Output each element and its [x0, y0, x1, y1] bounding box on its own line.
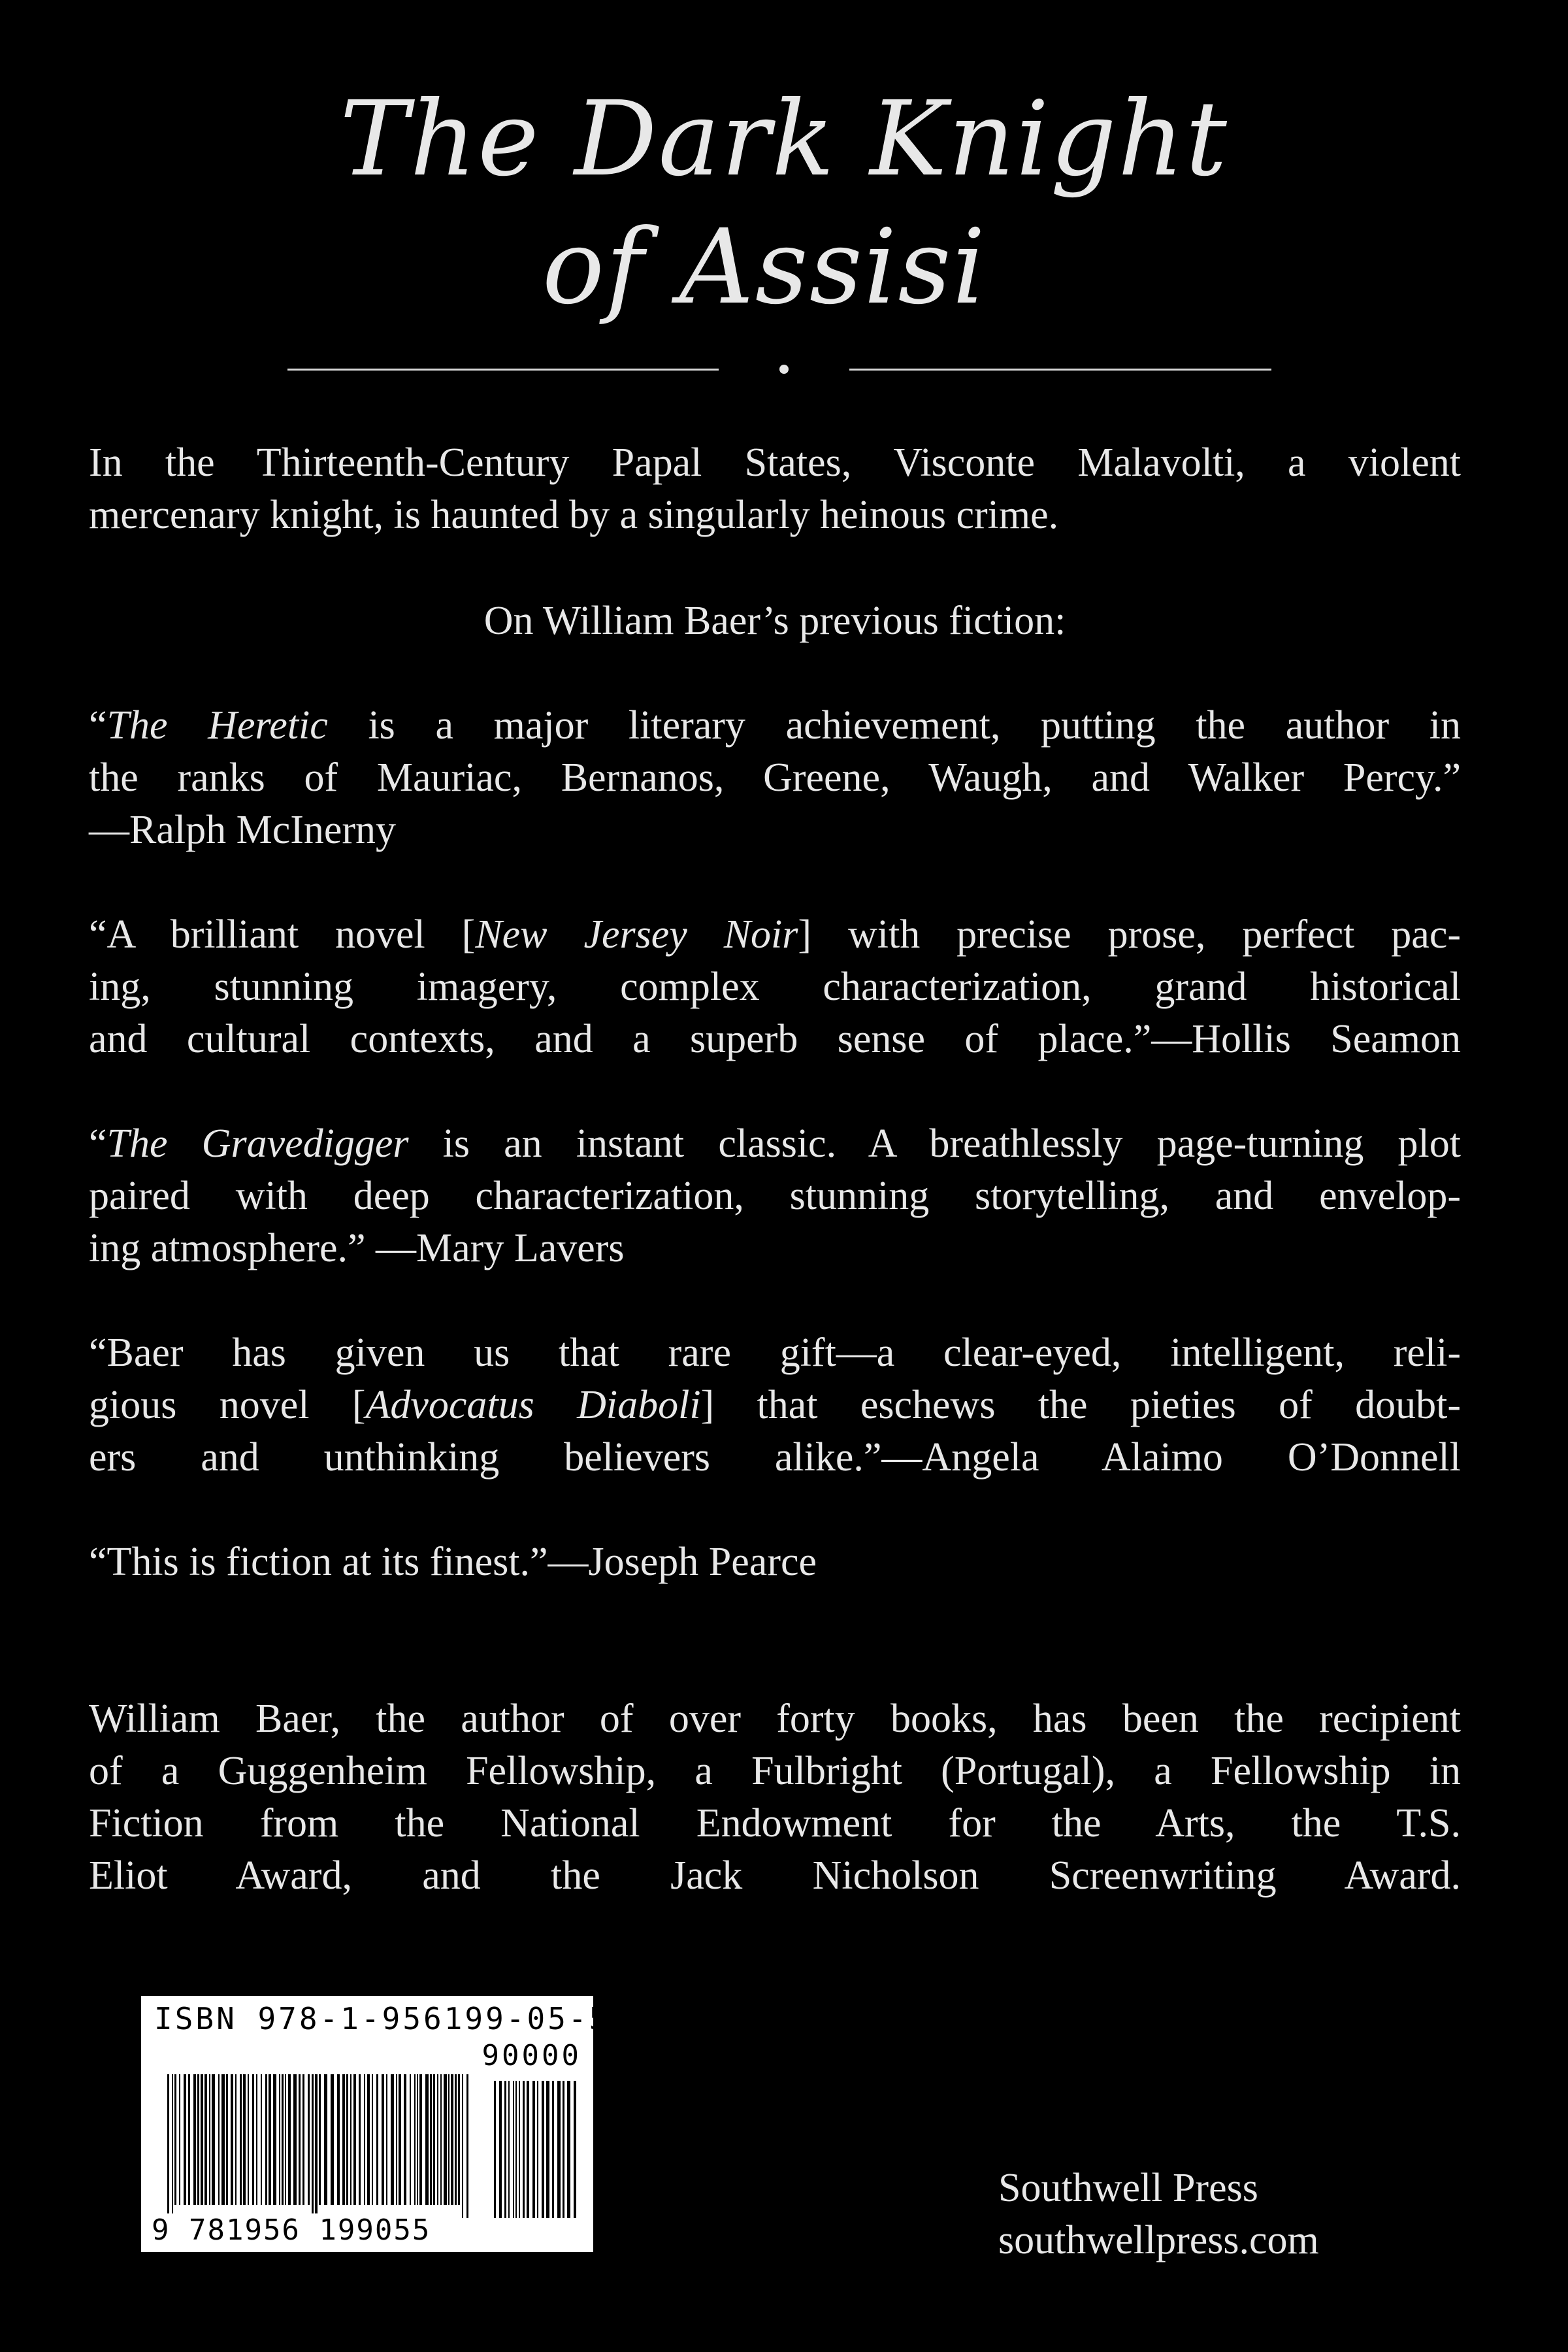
barcode-bar [269, 2074, 271, 2205]
barcode-bar [261, 2074, 262, 2205]
barcode-addon-bar [552, 2081, 554, 2218]
barcode-bar [319, 2074, 321, 2205]
barcode-bar [209, 2074, 210, 2205]
barcode-bar [188, 2074, 190, 2205]
barcode-bar [399, 2074, 401, 2205]
barcode-bar [376, 2074, 378, 2205]
review-quote-4 [89, 1327, 1461, 1483]
barcode-addon-bar [499, 2081, 502, 2218]
bio-line: of a Guggenheim Fellowship, a Fulbright (Portugal), a Fellowship in [89, 1749, 1461, 1793]
previous-fiction-heading-text: On William Baer’s previous fiction: [483, 599, 1066, 643]
barcode-bar [430, 2074, 432, 2205]
barcode-bar [248, 2074, 249, 2205]
review-quote-1 [89, 699, 1461, 856]
book-title-italic: The Heretic [106, 703, 328, 748]
quote-line: the ranks of Mauriac, Bernanos, Greene, Waugh, and Walker Percy.” [89, 755, 1461, 800]
barcode-addon-bar [504, 2081, 506, 2218]
review-quote-3 [89, 1118, 1461, 1274]
barcode-bar [265, 2074, 267, 2205]
bio-line: Fiction from the National Endowment for the Arts, the T.S. [89, 1801, 1461, 1846]
barcode-bar [386, 2074, 387, 2205]
barcode-bar [353, 2074, 356, 2205]
author-bio [89, 1693, 1461, 1902]
barcode-bar [299, 2074, 301, 2205]
barcode-bar [288, 2074, 291, 2205]
barcode-bar [285, 2074, 286, 2205]
barcode-digits [150, 2213, 432, 2247]
barcode-bar [312, 2074, 314, 2218]
barcode-bar [293, 2074, 297, 2205]
review-quote-5 [89, 1536, 1461, 1588]
barcode-bar [256, 2074, 257, 2205]
barcode-bar [331, 2074, 334, 2205]
book-title-line-2: of Assisi [542, 207, 987, 327]
barcode-bar [414, 2074, 416, 2205]
barcode-bar [404, 2074, 406, 2205]
review-quote-2 [89, 908, 1461, 1065]
barcode-bar [346, 2074, 348, 2205]
publisher-info [998, 2162, 1319, 2266]
quote-text: gious novel [ [89, 1383, 366, 1427]
book-title-italic: Advocatus Diaboli [365, 1383, 701, 1427]
barcode-bar [433, 2074, 435, 2205]
quote-attribution: —Ralph McInerny [89, 808, 397, 852]
barcode-bar [440, 2074, 442, 2205]
barcode-bar [410, 2074, 411, 2205]
isbn-text: ISBN 978-1-956199-05-5 [154, 2001, 610, 2036]
publisher-website: southwellpress.com [998, 2218, 1319, 2262]
synopsis-line: mercenary knight, is haunted by a singularly heinous crime. [89, 493, 1059, 537]
barcode-bar [466, 2074, 468, 2218]
book-title-italic: New Jersey Noir [475, 912, 798, 957]
quote-line: “This is fiction at its finest.”—Joseph Pearce [89, 1540, 817, 1584]
barcode-addon-bar [563, 2081, 564, 2218]
quote-line: paired with deep characterization, stunning storytelling, and envelop- [89, 1174, 1461, 1218]
barcode-addon-bar [574, 2081, 576, 2218]
barcode-bar [221, 2074, 225, 2205]
barcode-bar [425, 2074, 429, 2205]
barcode-addon-bar [519, 2081, 520, 2218]
barcode-bar [382, 2074, 384, 2205]
barcode-bar [337, 2074, 340, 2205]
quote-text: “ [89, 1121, 107, 1166]
divider-rule-left [287, 369, 719, 371]
quote-text: “ [89, 703, 107, 748]
book-title-line-1: The Dark Knight [340, 79, 1228, 199]
barcode-bars [167, 2074, 585, 2218]
publisher-name: Southwell Press [998, 2166, 1258, 2210]
barcode-addon-bar [508, 2081, 510, 2218]
barcode-bar [273, 2074, 276, 2205]
synopsis [89, 437, 1461, 541]
barcode-addon-bar [527, 2081, 529, 2218]
barcode-bar [218, 2074, 220, 2205]
barcode-digits-text: 9 781956 199055 [152, 2213, 431, 2247]
barcode-bar [193, 2074, 196, 2205]
bio-line: Eliot Award, and the Jack Nicholson Screenwriting Award. [89, 1853, 1461, 1898]
barcode-bar [184, 2074, 186, 2205]
barcode-bar [308, 2074, 310, 2205]
quote-text: is a major literary achievement, putting the author in [327, 703, 1461, 748]
synopsis-line: In the Thirteenth-Century Papal States, Visconte Malavolti, a violent [89, 440, 1461, 485]
barcode-bar [437, 2074, 438, 2205]
quote-line: ers and unthinking believers alike.”—Angela Alaimo O’Donnell [89, 1435, 1461, 1480]
barcode-bar [167, 2074, 169, 2218]
barcode-addon-bar [542, 2081, 544, 2218]
barcode-addon-bar [557, 2081, 561, 2218]
barcode-bar [252, 2074, 254, 2205]
quote-line [89, 1379, 1461, 1431]
barcode-bar [212, 2074, 215, 2205]
barcode-bar [279, 2074, 280, 2205]
barcode-bar [419, 2074, 422, 2205]
quote-text: ] that eschews the pieties of doubt- [700, 1383, 1461, 1427]
barcode-bar [240, 2074, 242, 2205]
quote-line [89, 908, 1461, 961]
barcode-bar [391, 2074, 394, 2205]
isbn-barcode [139, 1993, 610, 2255]
barcode-addon-bar [513, 2081, 514, 2218]
quote-line [89, 699, 1461, 752]
barcode-bar [243, 2074, 246, 2205]
quote-line: ing, stunning imagery, complex characterization, grand historical [89, 965, 1461, 1009]
barcode-bar [396, 2074, 397, 2205]
quote-line [89, 1118, 1461, 1170]
book-title-italic: The Gravedigger [106, 1121, 409, 1166]
barcode-bar [342, 2074, 345, 2205]
barcode-bar [174, 2074, 176, 2205]
barcode-bar [172, 2074, 173, 2218]
barcode-addon-bar [567, 2081, 570, 2218]
barcode-addon-bar [494, 2081, 496, 2218]
quote-line: ing atmosphere.” —Mary Lavers [89, 1226, 625, 1270]
barcode-bar [451, 2074, 453, 2205]
barcode-bar [179, 2074, 180, 2205]
divider-dot [779, 365, 789, 374]
barcode-bar [417, 2074, 418, 2205]
barcode-bar [282, 2074, 284, 2205]
barcode-bar [448, 2074, 449, 2205]
barcode-bar [455, 2074, 457, 2205]
quote-text: “A brilliant novel [ [89, 912, 476, 957]
barcode-bar [197, 2074, 199, 2205]
barcode-bar [372, 2074, 373, 2205]
previous-fiction-heading [89, 595, 1461, 647]
barcode-bar [350, 2074, 351, 2205]
divider-rule-right [849, 369, 1271, 371]
barcode-addon-bar [515, 2081, 517, 2218]
barcode-bar [226, 2074, 228, 2205]
barcode-addon-bar [537, 2081, 538, 2218]
quote-line: “Baer has given us that rare gift—a clear-eyed, intelligent, reli- [89, 1331, 1461, 1375]
price-code: 90000 [482, 2039, 581, 2072]
barcode-bar [462, 2074, 463, 2218]
barcode-bar [235, 2074, 237, 2205]
barcode-bar [359, 2074, 361, 2205]
barcode-addon-bar [523, 2081, 525, 2218]
barcode-bar [302, 2074, 304, 2205]
barcode-bar [231, 2074, 233, 2205]
barcode-bar [444, 2074, 447, 2205]
barcode-bar [324, 2074, 327, 2205]
quote-text: ] with precise prose, perfect pac- [798, 912, 1461, 957]
barcode-addon-bar [546, 2081, 549, 2218]
bio-line: William Baer, the author of over forty books, has been the recipient [89, 1697, 1461, 1741]
barcode-bar [315, 2074, 318, 2218]
barcode-bar [204, 2074, 207, 2205]
barcode-bar [201, 2074, 203, 2205]
barcode-bar [367, 2074, 370, 2205]
barcode-addon-bar [532, 2081, 535, 2218]
barcode-bar [458, 2074, 460, 2205]
barcode-bar [364, 2074, 365, 2205]
quote-line: and cultural contexts, and a superb sense of place.”—Hollis Seamon [89, 1017, 1461, 1061]
quote-text: is an instant classic. A breathlessly page-turning plot [408, 1121, 1461, 1166]
